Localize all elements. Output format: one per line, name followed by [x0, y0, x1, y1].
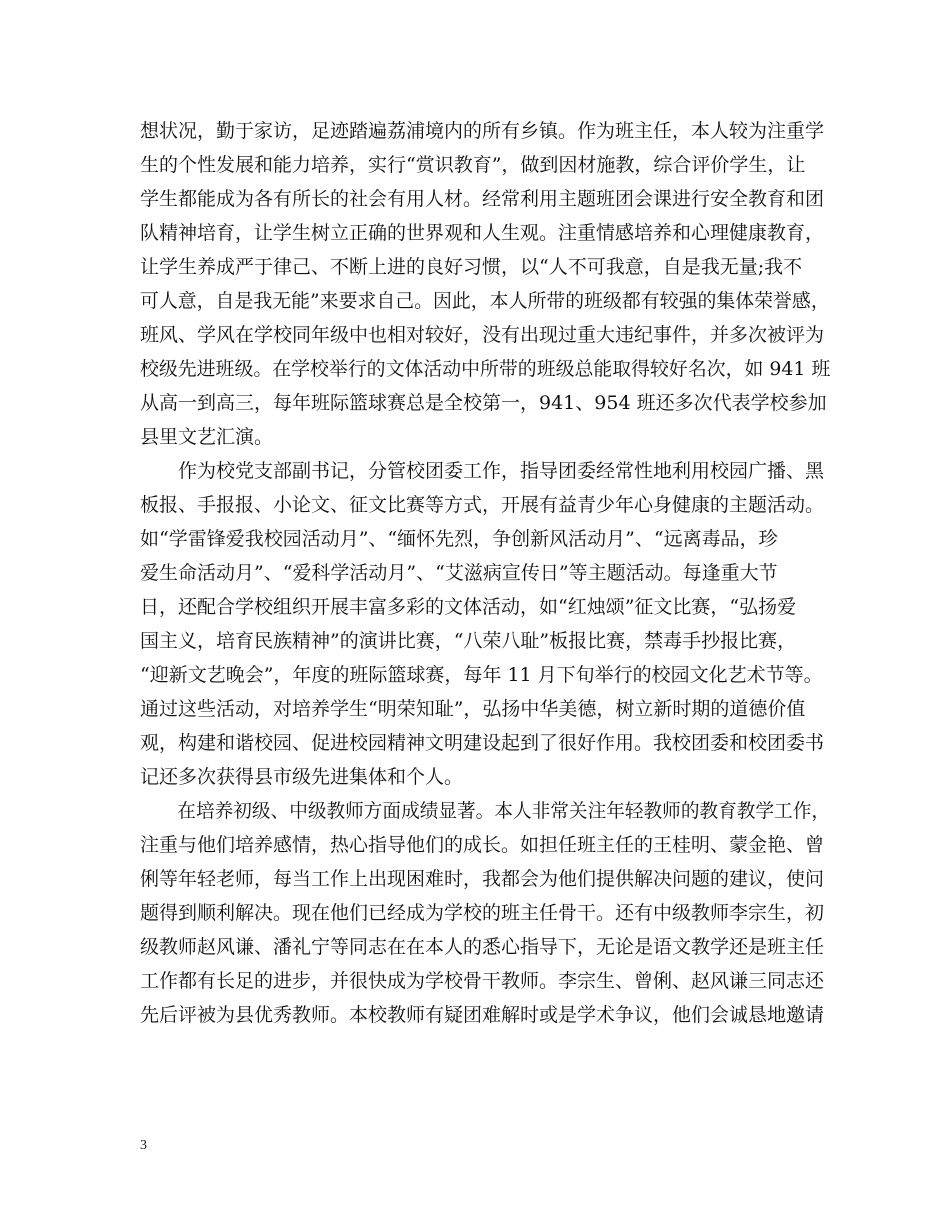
text-line: 板报、手报报、小论文、征文比赛等方式，开展有益青少年心身健康的主题活动。 [140, 494, 825, 516]
text-line: 可人意，自是我无能”来要求自己。因此，本人所带的班级都有较强的集体荣誉感， [140, 290, 830, 312]
text-line: 通过这些活动，对培养学生“明荣知耻”，弘扬中华美德，树立新时期的道德价值 [140, 698, 806, 720]
text-line: 县里文艺汇演。 [140, 426, 274, 448]
text-line: 学生都能成为各有所长的社会有用人材。经常利用主题班团会课进行安全教育和团 [140, 188, 825, 210]
text-line: 注重与他们培养感情，热心指导他们的成长。如担任班主任的王桂明、蒙金艳、曾 [140, 834, 825, 856]
body-text [140, 114, 830, 1032]
text-line: 校级先进班级。在学校举行的文体活动中所带的班级总能取得较好名次，如 941 班 [140, 358, 831, 380]
text-line: 想状况，勤于家访，足迹踏遍荔浦境内的所有乡镇。作为班主任，本人较为注重学 [140, 120, 825, 142]
text-line: 工作都有长足的进步，并很快成为学校骨干教师。李宗生、曾俐、赵风谦三同志还 [140, 970, 825, 992]
text-line: “迎新文艺晚会”，年度的班际篮球赛，每年 11 月下旬举行的校园文化艺术节等。 [140, 664, 823, 686]
text-line: 题得到顺利解决。现在他们已经成为学校的班主任骨干。还有中级教师李宗生，初 [140, 902, 825, 924]
text-line: 日，还配合学校组织开展丰富多彩的文体活动，如“红烛颂”征文比赛，“弘扬爱 [140, 596, 797, 618]
text-line: 让学生养成严于律己、不断上进的良好习惯，以“人不可我意，自是我无量;我不 [140, 256, 803, 278]
text-line: 班风、学风在学校同年级中也相对较好，没有出现过重大违纪事件，并多次被评为 [140, 324, 825, 346]
text-line: 记还多次获得县市级先进集体和个人。 [140, 766, 464, 788]
text-line: 国主义，培育民族精神”的演讲比赛，“八荣八耻”板报比赛，禁毒手抄报比赛， [140, 630, 797, 652]
text-line: 作为校党支部副书记，分管校团委工作，指导团委经常性地利用校园广播、黑 [140, 460, 825, 482]
page-number: 3 [140, 1138, 147, 1153]
text-line: 生的个性发展和能力培养，实行“赏识教育”，做到因材施教，综合评价学生，让 [140, 154, 806, 176]
text-line: 在培养初级、中级教师方面成绩显著。本人非常关注年轻教师的教育教学工作， [140, 800, 831, 822]
text-line: 观，构建和谐校园、促进校园精神文明建设起到了很好作用。我校团委和校团委书 [140, 732, 825, 754]
text-line: 级教师赵风谦、潘礼宁等同志在在本人的悉心指导下，无论是语文教学还是班主任 [140, 936, 825, 958]
text-line: 先后评被为县优秀教师。本校教师有疑团难解时或是学术争议，他们会诚恳地邀请 [140, 1004, 825, 1026]
text-line: 俐等年轻老师，每当工作上出现困难时，我都会为他们提供解决问题的建议，使问 [140, 868, 825, 890]
text-line: 从高一到高三，每年班际篮球赛总是全校第一，941、954 班还多次代表学校参加 [140, 392, 827, 414]
text-line: 爱生命活动月”、“爱科学活动月”、“艾滋病宣传日”等主题活动。每逢重大节 [140, 562, 778, 584]
text-line: 如“学雷锋爱我校园活动月”、“缅怀先烈，争创新风活动月”、“远离毒品，珍 [140, 528, 778, 550]
text-line: 队精神培育，让学生树立正确的世界观和人生观。注重情感培养和心理健康教育， [140, 222, 825, 244]
